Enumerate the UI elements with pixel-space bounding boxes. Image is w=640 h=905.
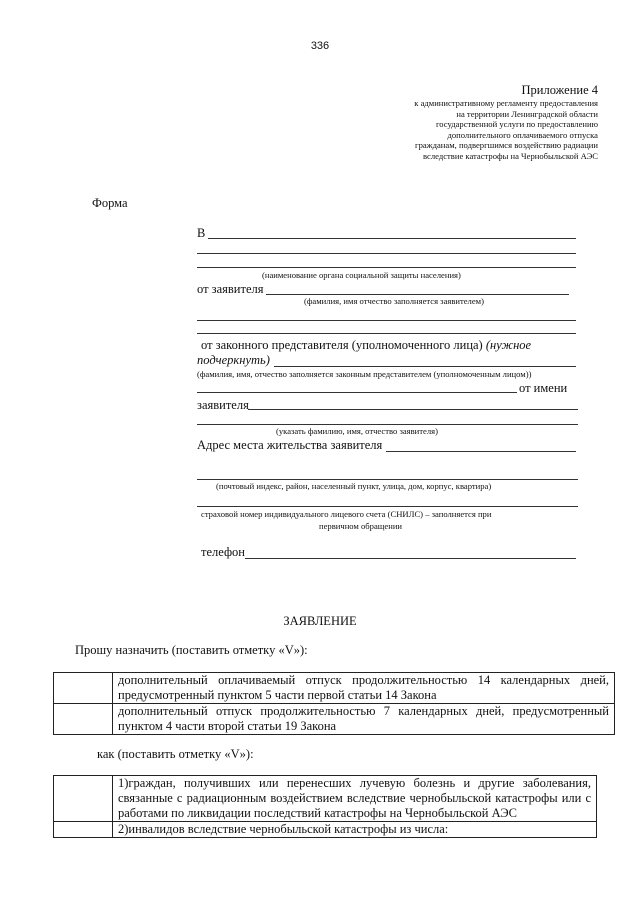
applicant-name-line[interactable] xyxy=(197,424,578,425)
address-label: Адрес места жительства заявителя xyxy=(197,438,383,452)
applicant-fio-line[interactable] xyxy=(197,333,576,334)
table-row xyxy=(54,822,597,838)
table-row xyxy=(54,776,597,822)
leave-option-text: дополнительный отпуск продолжительностью 7 календарных дней, предусмотренный пунктом 4 части второй статьи 19 Закона xyxy=(113,704,615,735)
category-options-table xyxy=(53,775,597,838)
page-number: 336 xyxy=(310,40,330,52)
appendix-subtitle xyxy=(298,98,598,162)
as-text: как (поставить отметку «V»): xyxy=(97,747,254,761)
representative-caption: (фамилия, имя, отчество заполняется законным представителем (уполномоченным лицом)) xyxy=(197,369,532,379)
to-field-line[interactable] xyxy=(197,253,576,254)
applicant-fio-caption: (указать фамилию, имя, отчество заявителя) xyxy=(276,426,438,436)
appendix-line: дополнительного оплачиваемого отпуска xyxy=(447,129,598,140)
phone-label: телефон xyxy=(201,545,245,559)
snils-caption: страховой номер индивидуального лицевого счета (СНИЛС) – заполняется при xyxy=(201,509,492,519)
appendix-line: на территории Ленинградской области xyxy=(456,108,598,119)
leave-options-table xyxy=(53,672,615,735)
address-line[interactable] xyxy=(386,451,576,452)
appendix-line: государственной услуги по предоставлению xyxy=(435,119,598,130)
category-option-text: 1)граждан, получивших или перенесших лучевую болезнь и другие заболевания, связанные с радиационным воздействием вследствие чернобыльской катастрофы или с работами по ликвидации последствий катастрофы на Чернобыльской АЭС xyxy=(113,776,597,822)
applicant-fio-line[interactable] xyxy=(266,294,569,295)
appendix-line: к административному регламенту предоставления xyxy=(414,98,598,108)
to-field-line[interactable] xyxy=(208,238,576,239)
request-text: Прошу назначить (поставить отметку «V»): xyxy=(75,643,308,657)
form-label: Форма xyxy=(92,196,128,210)
address-line[interactable] xyxy=(197,479,578,480)
to-prefix: В xyxy=(197,226,206,240)
checkbox-cell[interactable] xyxy=(54,776,113,822)
checkbox-cell[interactable] xyxy=(54,704,113,735)
applicant-name-line[interactable] xyxy=(248,409,578,410)
representative-label: от законного представителя (уполномоченного лица) xyxy=(201,338,483,352)
category-option-text: 2)инвалидов вследствие чернобыльской катастрофы из числа: xyxy=(113,822,597,838)
appendix-title: Приложение 4 xyxy=(521,83,598,97)
snils-line[interactable] xyxy=(197,506,578,507)
body-caption: (наименование органа социальной защиты населения) xyxy=(262,270,461,280)
checkbox-cell[interactable] xyxy=(54,822,113,838)
checkbox-cell[interactable] xyxy=(54,673,113,704)
on-behalf-label: от имени xyxy=(519,381,568,395)
appendix-line: гражданам, подвергшимся воздействию радиации xyxy=(415,140,598,151)
applicant-word: заявителя xyxy=(197,398,249,412)
representative-line[interactable] xyxy=(274,366,576,367)
leave-option-text: дополнительный оплачиваемый отпуск продолжительностью 14 календарных дней, предусмотренный пунктом 5 части первой статьи 14 Закона xyxy=(113,673,615,704)
fio-caption: (фамилия, имя отчество заполняется заявителем) xyxy=(304,296,484,306)
underline-hint-2: подчеркнуть) xyxy=(197,353,270,367)
statement-title: ЗАЯВЛЕНИЕ xyxy=(283,614,357,628)
representative-line[interactable] xyxy=(197,392,517,393)
to-field-line[interactable] xyxy=(197,267,576,268)
underline-hint: (нужное xyxy=(485,338,532,352)
appendix-line: вследствие катастрофы на Чернобыльской АЭС xyxy=(423,150,598,161)
from-applicant-label: от заявителя xyxy=(197,282,264,296)
table-row xyxy=(54,673,615,704)
phone-line[interactable] xyxy=(245,558,576,559)
table-row xyxy=(54,704,615,735)
snils-caption: первичном обращении xyxy=(319,521,403,531)
address-caption: (почтовый индекс, район, населенный пункт, улица, дом, корпус, квартира) xyxy=(216,481,492,491)
applicant-fio-line[interactable] xyxy=(197,320,576,321)
